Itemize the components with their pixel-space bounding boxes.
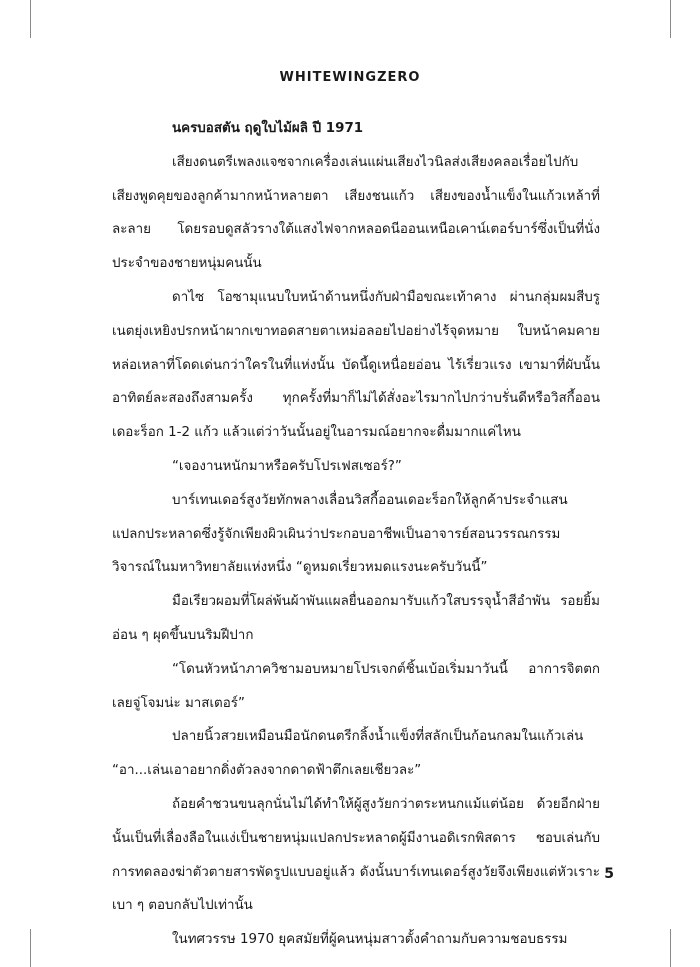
paragraph: มือเรียวผอมที่โผล่พ้นผ้าพันแผลยื่นออกมารับแก้วใสบรรจุน้ำสีอำพัน รอยยิ้มอ่อน ๆ ผุดขึ้นบนริมฝีปาก bbox=[112, 594, 600, 643]
chapter-body bbox=[112, 112, 600, 957]
crop-mark-top-right bbox=[670, 0, 671, 38]
crop-mark-bottom-right bbox=[670, 929, 671, 967]
crop-mark-bottom-left bbox=[30, 929, 31, 967]
paragraph: ในทศวรรษ 1970 ยุคสมัยที่ผู้คนหนุ่มสาวตั้งคำถามกับความชอบธรรม bbox=[172, 932, 568, 948]
paragraph: ปลายนิ้วสวยเหมือนมือนักดนตรีกลิ้งน้ำแข็งที่สลักเป็นก้อนกลมในแก้วเล่น “อา...เล่นเอาอยากดิ่งตัวลงจากดาดฟ้าตึกเลยเชียวละ” bbox=[112, 729, 584, 779]
paragraph: ถ้อยคำชวนขนลุกนั่นไม่ได้ทำให้ผู้สูงวัยกว่าตระหนกแม้แต่น้อย ด้วยอีกฝ่ายนั้นเป็นที่เลื่องลือในแง่เป็นชายหนุ่มแปลกประหลาดผู้มีงานอดิเรกพิสดาร ชอบเล่นกับการทดลองฆ่าตัวตายสารพัดรูปแบบอยู่แล้ว ดังนั้นบาร์เทนเดอร์สูงวัยจึงเพียงแต่หัวเราะเบา ๆ ตอบกลับไปเท่านั้น bbox=[112, 796, 600, 914]
paragraph: ดาไซ โอซามุแนบใบหน้าด้านหนึ่งกับฝ่ามือขณะเท้าคาง ผ่านกลุ่มผมสีบรูเนตยุ่งเหยิงปรกหน้าผากเขาทอดสายตาเหม่อลอยไปอย่างไร้จุดหมาย ใบหน้าคมคายหล่อเหลาที่โดดเด่นกว่าใครในที่แห่งนั้น บัดนี้ดูเหนื่อยอ่อน ไร้เรี่ยวแรง เขามาที่ผับนั้นอาทิตย์ละสองถึงสามครั้ง ทุกครั้งที่มาก็ไม่ได้สั่งอะไรมากไปกว่าบรั่นดีหรือวิสกี้ออนเดอะร็อก 1-2 แก้ว แล้วแต่ว่าวันนั้นอยู่ในอารมณ์อยากจะดื่มมากแค่ไหน bbox=[112, 289, 600, 441]
paragraph: “เจองานหนักมาหรือครับโปรเฟสเซอร์?” bbox=[172, 458, 402, 474]
crop-mark-top-left bbox=[30, 0, 31, 38]
paragraph: เสียงดนตรีเพลงแจซจากเครื่องเล่นแผ่นเสียงไวนิลส่งเสียงคลอเรื่อยไปกับเสียงพูดคุยของลูกค้ามากหน้าหลายตา เสียงชนแก้ว เสียงของน้ำแข็งในแก้วเหล้าที่ละลาย โดยรอบดูสลัวรางใต้แสงไฟจากหลอดนีออนเหนือเคาน์เตอร์บาร์ซึ่งเป็นที่นั่งประจำของชายหนุ่มคนนั้น bbox=[112, 154, 600, 272]
paragraph: บาร์เทนเดอร์สูงวัยทักพลางเลื่อนวิสกี้ออนเดอะร็อกให้ลูกค้าประจำแสนแปลกประหลาดซึ่งรู้จักเพียงผิวเผินว่าประกอบอาชีพเป็นอาจารย์สอนวรรณกรรมวิจารณ์ในมหาวิทยาลัยแห่งหนึ่ง “ดูหมดเรี่ยวหมดแรงนะครับวันนี้” bbox=[112, 492, 568, 576]
paragraph: “โดนหัวหน้าภาควิชามอบหมายโปรเจกต์ชิ้นเบ้อเริ่มมาวันนี้ อาการจิตตกเลยจู่โจมน่ะ มาสเตอร์” bbox=[112, 661, 600, 711]
page-number: 5 bbox=[604, 866, 614, 882]
chapter-heading: นครบอสตัน ฤดูใบไม้ผลิ ปี 1971 bbox=[172, 121, 364, 136]
running-header: WHITEWINGZERO bbox=[279, 70, 421, 85]
